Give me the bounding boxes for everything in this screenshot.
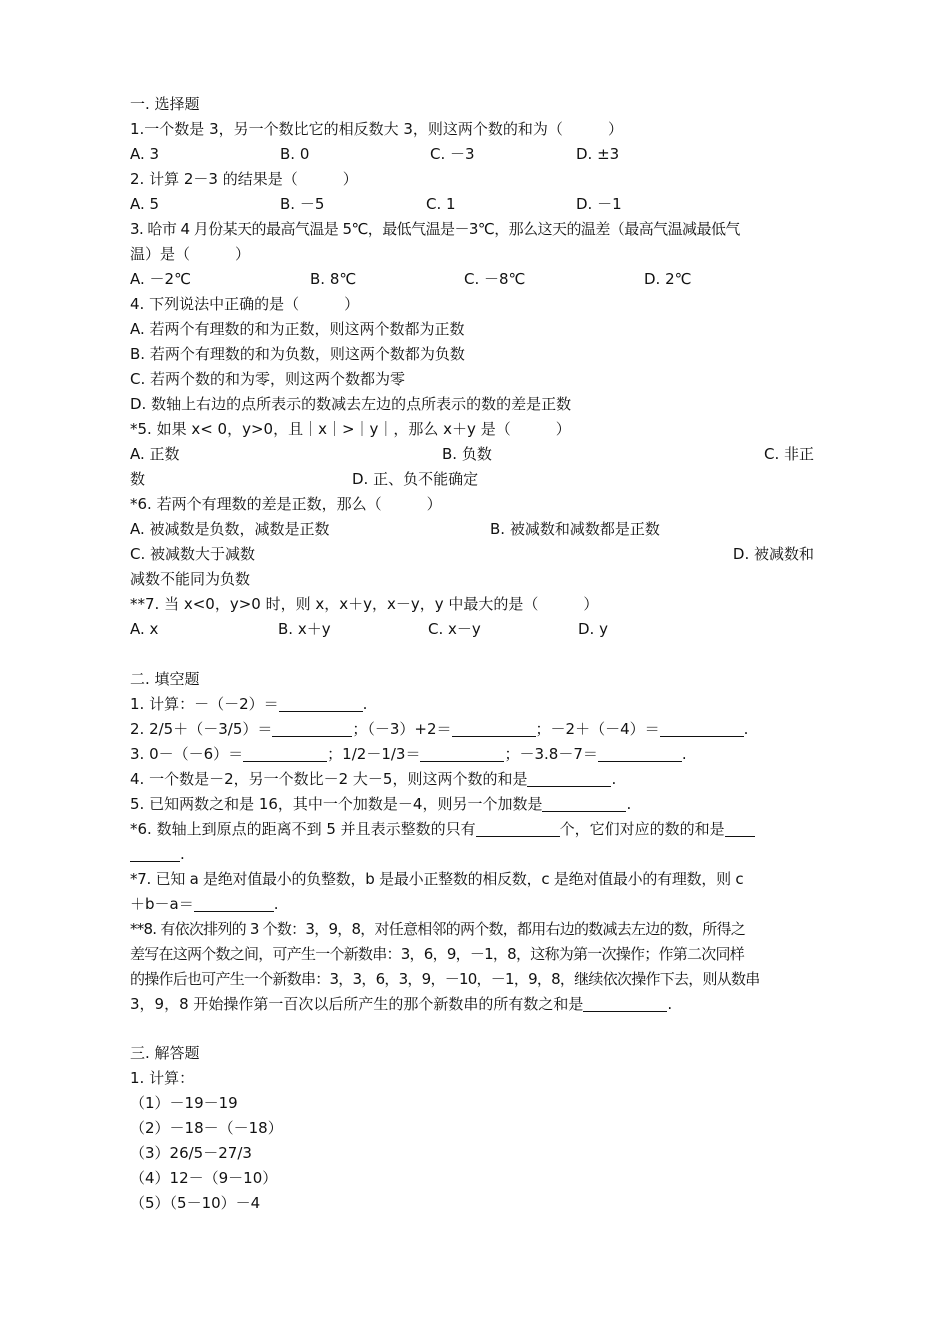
answer-item-2 [130, 1116, 814, 1141]
option-d: D. y [578, 620, 608, 638]
fill-text: 的操作后也可产生一个新数串：3，3，6，3，9，－10，－1，9，8，继续依次操作下去，则从数串 [130, 969, 760, 988]
fill-3 [130, 742, 814, 767]
fill-8-line2 [130, 942, 814, 967]
option-b: B. －5 [280, 195, 325, 213]
answer-blank[interactable] [194, 894, 274, 912]
question-6-options-row2 [130, 542, 814, 567]
answer-item-5 [130, 1191, 814, 1216]
section-title-choice [130, 92, 814, 117]
question-text: **7. 当 x<0，y>0 时，则 x，x＋y，x－y，y 中最大的是（ ） [130, 595, 599, 613]
option-d-continued: 减数不能同为负数 [130, 570, 251, 588]
option-b: B. 被减数和减数都是正数 [490, 520, 660, 538]
question-1-stem [130, 117, 814, 142]
option-c: C. x－y [428, 620, 481, 638]
fill-text: **8. 有依次排列的 3 个数：3，9，8，对任意相邻的两个数，都用右边的数减去左边的数，所得之 [130, 919, 746, 938]
option-d: D. 数轴上右边的点所表示的数减去左边的点所表示的数的差是正数 [130, 395, 572, 413]
question-text: 温）是（ ） [130, 245, 251, 263]
answer-item-4 [130, 1166, 814, 1191]
fill-4 [130, 767, 814, 792]
calc-item: （5）（5－10）－4 [130, 1194, 261, 1212]
option-c: C. 1 [426, 195, 456, 213]
question-3-options [130, 267, 814, 292]
fill-8-line1 [130, 917, 814, 942]
answer-blank[interactable] [243, 744, 327, 762]
section-heading: 一. 选择题 [130, 95, 200, 113]
answer-item-1 [130, 1091, 814, 1116]
answer-blank[interactable] [583, 994, 667, 1012]
fill-text: ；（－3）+2＝ [352, 719, 452, 738]
fill-text: 4. 一个数是－2，另一个数比－2 大－5，则这两个数的和是 [130, 769, 528, 788]
fill-text: 差写在这两个数之间，可产生一个新数串：3，6，9，－1，8，这称为第一次操作；作第二次同样 [130, 944, 744, 963]
question-text: *5. 如果 x< 0，y>0，且｜x｜>｜y｜，那么 x＋y 是（ ） [130, 420, 571, 438]
fill-text: . [681, 744, 687, 763]
option-a: A. 若两个有理数的和为正数，则这两个数都为正数 [130, 320, 465, 338]
option-d: D. 被减数和 [732, 545, 814, 563]
option-c: C. －8℃ [464, 270, 526, 288]
option-a: A. 5 [130, 195, 160, 213]
fill-text: 3，9，8 开始操作第一百次以后所产生的那个新数串的所有数之和是 [130, 994, 584, 1013]
question-text: *6. 若两个有理数的差是正数，那么（ ） [130, 495, 442, 513]
answer-blank[interactable] [279, 694, 363, 712]
answer-blank[interactable] [660, 719, 744, 737]
question-7-stem [130, 592, 814, 617]
option-a: A. －2℃ [130, 270, 191, 288]
option-b: B. 若两个有理数的和为负数，则这两个数都为负数 [130, 345, 465, 363]
question-4-option-b [130, 342, 814, 367]
option-b: B. x＋y [278, 620, 331, 638]
option-d: D. ±3 [576, 145, 620, 163]
fill-text: . [743, 719, 749, 738]
answer-blank[interactable] [527, 769, 611, 787]
section-title-fill [130, 667, 814, 692]
question-2-options [130, 192, 814, 217]
fill-text: 个，它们对应的数的和是 [559, 819, 725, 838]
section-heading: 三. 解答题 [130, 1044, 200, 1062]
question-3-stem-line1 [130, 217, 814, 242]
fill-7 [130, 867, 814, 892]
answer-blank[interactable] [420, 744, 504, 762]
answer-blank[interactable] [598, 744, 682, 762]
question-7-options [130, 617, 814, 642]
answer-blank[interactable] [452, 719, 536, 737]
option-a: A. 3 [130, 145, 160, 163]
section-title-answer [130, 1041, 814, 1066]
question-text: 1.一个数是 3，另一个数比它的相反数大 3，则这两个数的和为（ ） [130, 120, 623, 138]
fill-8-line3 [130, 967, 814, 992]
calc-item: （2）－18－（－18） [130, 1119, 283, 1137]
calc-item: （1）－19－19 [130, 1094, 238, 1112]
fill-text: *6. 数轴上到原点的距离不到 5 并且表示整数的只有 [130, 819, 476, 838]
option-d: D. －1 [576, 195, 622, 213]
fill-6 [130, 817, 814, 842]
question-5-options-row2 [130, 467, 814, 492]
fill-text: 1. 计算：－（－2）＝ [130, 694, 279, 713]
fill-text: ；1/2－1/3＝ [327, 744, 421, 763]
question-2-stem [130, 167, 814, 192]
option-b: B. 8℃ [310, 270, 357, 288]
fill-text: . [667, 994, 673, 1013]
fill-text: . [273, 894, 279, 913]
question-6-options-row3 [130, 567, 814, 592]
option-c: C. 若两个数的和为零，则这两个数都为零 [130, 370, 406, 388]
option-c: C. 被减数大于减数 [130, 545, 256, 563]
option-a: A. x [130, 620, 159, 638]
fill-text: ；－2＋（－4）＝ [535, 719, 660, 738]
spacer [130, 642, 814, 667]
answer-blank-continued[interactable] [130, 844, 180, 862]
fill-text: . [611, 769, 617, 788]
question-6-stem [130, 492, 814, 517]
answer-item-3 [130, 1141, 814, 1166]
fill-5 [130, 792, 814, 817]
question-5-options-row1 [130, 442, 814, 467]
question-text: 3. 哈市 4 月份某天的最高气温是 5℃，最低气温是－3℃，那么这天的温差（最高气温减最低气 [130, 220, 740, 238]
worksheet [130, 92, 814, 1216]
fill-text: 2. 2/5＋（－3/5）＝ [130, 719, 273, 738]
option-a: A. 被减数是负数，减数是正数 [130, 520, 330, 538]
option-c: C. －3 [430, 145, 475, 163]
fill-2 [130, 717, 814, 742]
question-text: 2. 计算 2－3 的结果是（ ） [130, 170, 358, 188]
answer-blank[interactable] [272, 719, 352, 737]
question-text: 1. 计算： [130, 1069, 195, 1087]
option-c-continued: 数 [130, 470, 146, 488]
option-b: B. 0 [280, 145, 310, 163]
option-a: A. 正数 [130, 445, 180, 463]
question-text: 4. 下列说法中正确的是（ ） [130, 295, 360, 313]
fill-6-cont [130, 842, 814, 867]
fill-text: ；－3.8－7＝ [504, 744, 598, 763]
question-6-options-row1 [130, 517, 814, 542]
fill-text: . [626, 794, 632, 813]
option-d: D. 2℃ [644, 270, 692, 288]
option-d: D. 正、负不能确定 [352, 470, 479, 488]
question-4-option-a [130, 317, 814, 342]
fill-1 [130, 692, 814, 717]
question-4-option-c [130, 367, 814, 392]
fill-8-line4 [130, 992, 814, 1017]
section-heading: 二. 填空题 [130, 669, 200, 688]
fill-7-cont [130, 892, 814, 917]
answer-blank[interactable] [542, 794, 626, 812]
fill-text: 3. 0－（－6）＝ [130, 744, 244, 763]
question-4-option-d [130, 392, 814, 417]
calc-item: （4）12－（9－10） [130, 1169, 278, 1187]
question-5-stem [130, 417, 814, 442]
fill-text: . [180, 844, 185, 863]
fill-text: ＋b－a＝ [130, 894, 194, 913]
question-3-stem-line2 [130, 242, 814, 267]
spacer [130, 1017, 814, 1042]
answer-blank[interactable] [476, 819, 560, 837]
fill-text: . [362, 694, 368, 713]
question-4-stem [130, 292, 814, 317]
answer-blank[interactable] [725, 819, 755, 837]
fill-text: *7. 已知 a 是绝对值最小的负整数，b 是最小正整数的相反数，c 是绝对值最小的有理数，则 c [130, 869, 744, 888]
answer-question-1 [130, 1066, 814, 1091]
calc-item: （3）26/5－27/3 [130, 1144, 252, 1162]
fill-text: 5. 已知两数之和是 16，其中一个加数是－4，则另一个加数是 [130, 794, 543, 813]
option-b: B. 负数 [442, 445, 492, 463]
question-1-options [130, 142, 814, 167]
option-c: C. 非正 [763, 445, 814, 463]
